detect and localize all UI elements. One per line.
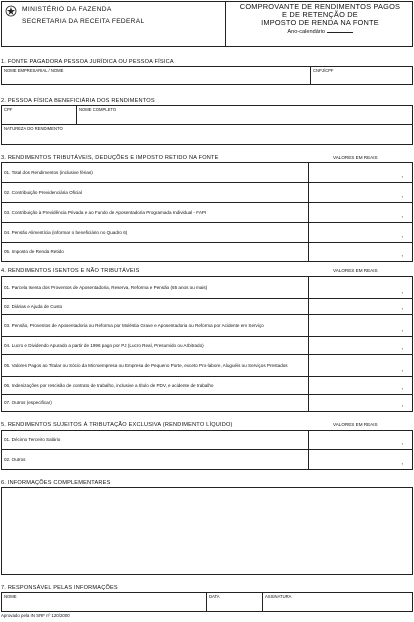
value-cell[interactable] bbox=[308, 299, 412, 314]
table-row bbox=[2, 450, 412, 469]
table-row bbox=[2, 355, 412, 377]
decimal-comma: , bbox=[401, 440, 403, 446]
section-4-values-header: VALORES EM REAIS bbox=[333, 268, 378, 273]
form-header bbox=[1, 1, 413, 47]
section-4-title: 4. RENDIMENTOS ISENTOS E NÃO TRIBUTÁVEIS bbox=[1, 268, 140, 274]
table-row bbox=[2, 299, 412, 315]
row-label: 01. Décimo Terceiro Salário bbox=[4, 437, 61, 442]
row-label: 01. Total dos Rendimentos (inclusive férias) bbox=[4, 169, 93, 175]
section-1-box bbox=[1, 66, 413, 85]
nature-label: NATUREZA DO RENDIMENTO bbox=[4, 126, 63, 131]
divider bbox=[262, 593, 263, 611]
value-cell[interactable] bbox=[308, 355, 412, 376]
row-label: 06. Indenizações por rescisão de contrato de trabalho, inclusive a título de PDV, e acidente de trabalho bbox=[4, 382, 214, 388]
section-3-values-header: VALORES EM REAIS bbox=[333, 155, 378, 160]
year-input-line[interactable] bbox=[327, 29, 353, 33]
cpf-label: CPF bbox=[4, 107, 13, 112]
value-cell[interactable] bbox=[308, 395, 412, 411]
section-3-title: 3. RENDIMENTOS TRIBUTÁVEIS, DEDUÇÕES E IMPOSTO RETIDO NA FONTE bbox=[1, 155, 219, 161]
section-6-title: 6. INFORMAÇÕES COMPLEMENTARES bbox=[1, 480, 111, 486]
value-cell[interactable] bbox=[308, 377, 412, 394]
row-label: 02. Outros bbox=[4, 456, 26, 462]
section-1-title: 1. FONTE PAGADORA PESSOA JURÍDICA OU PESSOA FÍSICA bbox=[1, 59, 174, 65]
coat-of-arms-icon bbox=[5, 5, 17, 17]
row-label: 02. Diárias e Ajuda de Custo bbox=[4, 303, 63, 309]
value-cell[interactable] bbox=[308, 203, 412, 222]
value-cell[interactable] bbox=[308, 431, 412, 449]
form-title-line-3: IMPOSTO DE RENDA NA FONTE bbox=[261, 18, 379, 28]
row-label: 05. Valores Pagos ao Titular ou Sócio da Microempresa ou Empresa de Pequeno Porte, exceto Pro-labore, Aluguéis ou Serviços Prestados bbox=[4, 362, 288, 368]
section-4-table bbox=[1, 276, 413, 412]
decimal-comma: , bbox=[401, 233, 403, 239]
form-title-line-2: E DE RETENÇÃO DE bbox=[282, 10, 358, 20]
section-7-title: 7. RESPONSÁVEL PELAS INFORMAÇÕES bbox=[1, 585, 118, 591]
table-row bbox=[2, 377, 412, 395]
year-label: Ano-calendário bbox=[287, 28, 326, 35]
table-row bbox=[2, 431, 412, 450]
row-label: 04. Pensão Alimentícia (informar o beneficiário no Quadro 6) bbox=[4, 229, 128, 235]
complementary-info-box[interactable] bbox=[1, 487, 413, 575]
beneficiary-row bbox=[2, 106, 412, 125]
decimal-comma: , bbox=[401, 173, 403, 179]
full-name-label: NOME COMPLETO bbox=[79, 107, 117, 112]
value-cell[interactable] bbox=[308, 163, 412, 182]
nature-row bbox=[2, 125, 412, 144]
approval-note: Aprovado pela IN SRF nº 120/2000 bbox=[1, 613, 70, 618]
value-cell[interactable] bbox=[308, 183, 412, 202]
section-5-title: 5. RENDIMENTOS SUJEITOS À TRIBUTAÇÃO EXCLUSIVA (RENDIMENTO LÍQUIDO) bbox=[1, 422, 233, 428]
section-7-box bbox=[1, 592, 413, 612]
value-cell[interactable] bbox=[308, 450, 412, 469]
secretaria-name: SECRETARIA DA RECEITA FEDERAL bbox=[22, 18, 145, 25]
payer-cnpj-label: CNPJ/CPF bbox=[313, 68, 334, 73]
section-5-table bbox=[1, 430, 413, 470]
form-title-block bbox=[227, 2, 413, 46]
form-title-line-1: COMPROVANTE DE RENDIMENTOS PAGOS bbox=[239, 2, 401, 11]
responsible-name-label: NOME bbox=[4, 594, 17, 599]
year-field bbox=[227, 29, 413, 35]
table-row bbox=[2, 315, 412, 337]
divider bbox=[206, 593, 207, 611]
table-row bbox=[2, 183, 412, 203]
table-row bbox=[2, 163, 412, 183]
row-label: 02. Contribuição Previdenciária Oficial bbox=[4, 189, 82, 195]
decimal-comma: , bbox=[401, 402, 403, 408]
row-label: 04. Lucro e Dividendo Apurado a partir de 1996 pago por PJ (Lucro Real, Presumido ou Arbitrado) bbox=[4, 342, 204, 348]
decimal-comma: , bbox=[401, 213, 403, 219]
table-row bbox=[2, 243, 412, 261]
payer-name-label: NOME EMPRESARIAL / NOME bbox=[4, 68, 64, 73]
decimal-comma: , bbox=[401, 345, 403, 351]
value-cell[interactable] bbox=[308, 315, 412, 336]
section-2-title: 2. PESSOA FÍSICA BENEFICIÁRIA DOS RENDIMENTOS bbox=[1, 98, 155, 104]
value-cell[interactable] bbox=[308, 337, 412, 354]
decimal-comma: , bbox=[401, 367, 403, 373]
section-2-box bbox=[1, 105, 413, 145]
row-label: 01. Parcela Isenta dos Proventos de Aposentadoria, Reserva, Reforma e Pensão (65 anos ou mais) bbox=[4, 284, 208, 290]
decimal-comma: , bbox=[401, 289, 403, 295]
decimal-comma: , bbox=[401, 252, 403, 258]
ministry-name: MINISTÉRIO DA FAZENDA bbox=[22, 6, 112, 13]
table-row bbox=[2, 203, 412, 223]
row-label: 03. Pensão, Proventos de Aposentadoria ou Reforma por Moléstia Grave e Aposentadoria ou Reforma por Acidente em Serviço bbox=[4, 322, 264, 328]
row-label: 03. Contribuição à Previdência Privada e ao Fundo de Aposentadoria Programada Individual - FAPI bbox=[4, 209, 207, 215]
row-label: 07. Outros (especificar) bbox=[4, 400, 52, 405]
ministry-block bbox=[2, 2, 226, 46]
divider bbox=[310, 67, 311, 84]
signature-label: ASSINATURA bbox=[265, 594, 292, 599]
decimal-comma: , bbox=[401, 385, 403, 391]
section-3-table bbox=[1, 162, 413, 262]
divider bbox=[76, 106, 77, 124]
section-5-values-header: VALORES EM REAIS bbox=[333, 422, 378, 427]
row-label: 05. Imposto de Renda Retido bbox=[4, 249, 64, 254]
decimal-comma: , bbox=[401, 460, 403, 466]
value-cell[interactable] bbox=[308, 223, 412, 242]
decimal-comma: , bbox=[401, 305, 403, 311]
table-row bbox=[2, 277, 412, 299]
table-row bbox=[2, 223, 412, 243]
decimal-comma: , bbox=[401, 327, 403, 333]
date-label: DATA bbox=[209, 594, 220, 599]
value-cell[interactable] bbox=[308, 243, 412, 261]
table-row bbox=[2, 395, 412, 411]
decimal-comma: , bbox=[401, 193, 403, 199]
value-cell[interactable] bbox=[308, 277, 412, 298]
table-row bbox=[2, 337, 412, 355]
